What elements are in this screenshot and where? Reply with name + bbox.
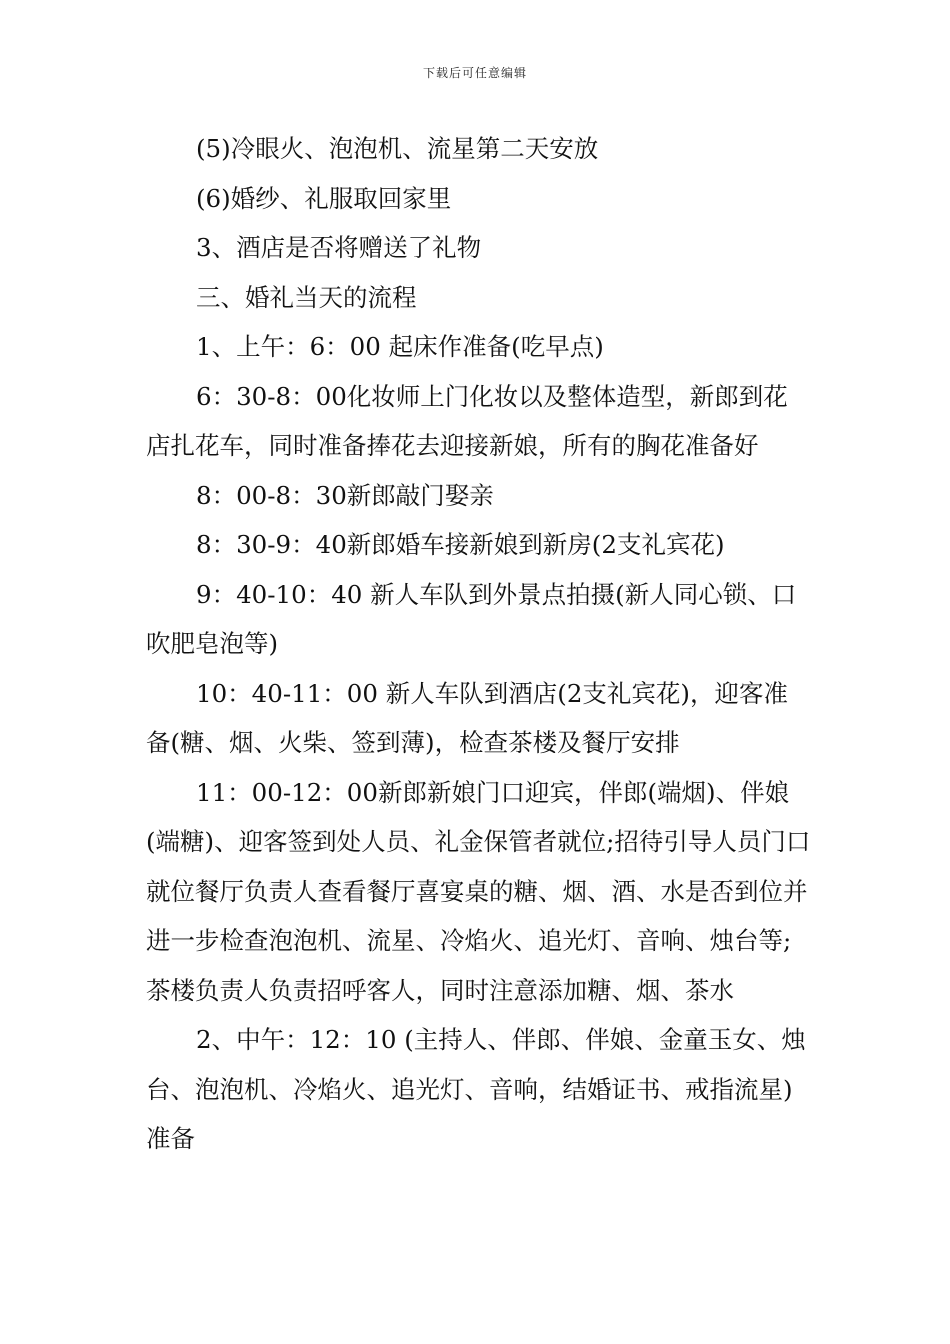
paragraph: 11：00-12：00新郎新娘门口迎宾，伴郎(端烟)、伴娘(端糖)、迎客签到处人员、礼金保管者就位;招待引导人员门口就位餐厅负责人查看餐厅喜宴桌的糖、烟、酒、水是否到位并进一步检查泡泡机、流星、冷焰火、追光灯、音响、烛台等;茶楼负责人负责招呼客人，同时注意添加糖、烟、茶水 (146, 777, 811, 1005)
paragraph: 10：40-11：00 新人车队到酒店(2支礼宾花)，迎客准备(糖、烟、火柴、签到薄)，检查茶楼及餐厅安排 (146, 678, 788, 757)
paragraph: 1、上午：6：00 起床作准备(吃早点) (196, 332, 604, 361)
paragraph: (6)婚纱、礼服取回家里 (196, 183, 452, 213)
section-heading: 三、婚礼当天的流程 (196, 282, 417, 312)
paragraph: (5)冷眼火、泡泡机、流星第二天安放 (196, 134, 599, 163)
paragraph: 2、中午：12：10 (主持人、伴郎、伴娘、金童玉女、烛台、泡泡机、冷焰火、追光灯、音响，结婚证书、戒指流星)准备 (146, 1025, 806, 1153)
page-header: 下载后可任意编辑 (422, 66, 527, 80)
paragraph: 9：40-10：40 新人车队到外景点拍摄(新人同心锁、口吹肥皂泡等) (146, 579, 797, 658)
paragraph: 6：30-8：00化妆师上门化妆以及整体造型，新郎到花店扎花车，同时准备捧花去迎接新娘，所有的胸花准备好 (146, 381, 788, 460)
paragraph: 8：30-9：40新郎婚车接新娘到新房(2支礼宾花) (196, 530, 725, 559)
paragraph: 8：00-8：30新郎敲门娶亲 (196, 480, 494, 510)
document-body (146, 124, 811, 1164)
paragraph: 3、酒店是否将赠送了礼物 (196, 233, 482, 262)
